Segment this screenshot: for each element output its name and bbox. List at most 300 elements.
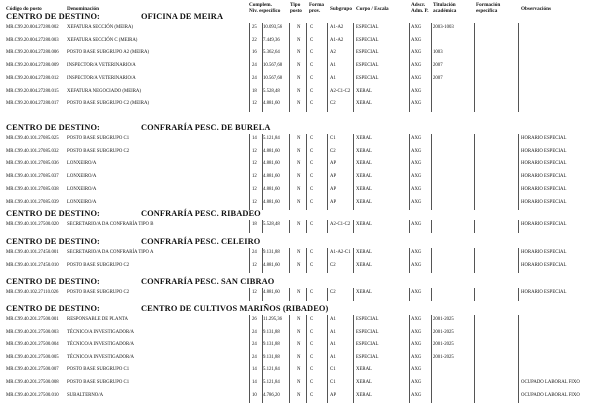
cell-name: XEFATURA SECCIÓN (MEIRA) — [67, 25, 134, 30]
cell-code: MR.C99.40.102.27110.026 — [6, 290, 59, 295]
cell-forma: C — [310, 262, 314, 268]
cell-tipo: N — [297, 88, 301, 94]
cell-titul: 1003 — [433, 50, 443, 56]
table-row — [0, 198, 614, 207]
cell-code: MR.C99.40.101.27085.037 — [6, 174, 59, 180]
cell-corpo: XERAL — [356, 222, 372, 227]
cell-tipo: N — [297, 136, 301, 141]
cell-forma: C — [310, 222, 314, 227]
cell-name: XEFATURA NEGOCIADO (MEIRA) — [67, 88, 141, 94]
cell-corpo: XERAL — [356, 290, 372, 295]
cell-titul: 2003-1003 — [433, 25, 454, 30]
column-rule — [249, 220, 250, 233]
column-rule — [327, 23, 328, 112]
cell-subgrupo: A1-A2 — [330, 37, 344, 43]
cell-nivel: 24 — [252, 354, 257, 360]
column-rule — [327, 315, 328, 403]
cell-nivel: 12 — [252, 186, 257, 192]
center-label: CENTRO DE DESTINO: — [6, 237, 100, 246]
cell-tipo: N — [297, 199, 301, 205]
table-row — [0, 365, 614, 374]
column-rule — [518, 134, 519, 210]
cell-adscr: AXG — [411, 136, 422, 141]
center-label: CENTRO DE DESTINO: — [6, 304, 100, 313]
column-rule — [262, 248, 263, 273]
cell-nivel: 18 — [252, 222, 257, 227]
column-rule — [518, 220, 519, 233]
cell-obs: OCUPADO LABORAL FIXO — [521, 380, 580, 385]
cell-forma: C — [310, 37, 314, 43]
cell-comp: 5.121,84 — [263, 136, 280, 141]
cell-tipo: N — [297, 222, 301, 227]
column-rule — [262, 315, 263, 403]
column-rule — [306, 134, 307, 210]
cell-adscr: AXG — [411, 250, 422, 255]
cell-subgrupo: A1 — [330, 354, 336, 360]
cell-adscr: AXG — [411, 63, 422, 69]
cell-subgrupo: C1 — [330, 380, 336, 385]
cell-comp: 5.121,84 — [263, 367, 280, 373]
column-rule — [431, 315, 432, 403]
cell-corpo: XERAL — [356, 392, 372, 398]
cell-comp: 4.881,60 — [263, 174, 280, 180]
cell-comp: 4.881,60 — [263, 186, 280, 192]
cell-comp: 5.528,48 — [263, 88, 280, 94]
column-rule — [431, 23, 432, 112]
column-rule — [289, 220, 290, 233]
cell-name: LONXEIRO/A — [67, 186, 97, 192]
table-row — [0, 159, 614, 168]
cell-subgrupo: AP — [330, 186, 337, 192]
column-rule — [306, 315, 307, 403]
cell-tipo: N — [297, 250, 301, 255]
cell-forma: C — [310, 88, 314, 94]
column-rule — [327, 288, 328, 301]
header-forma: Forma prov. — [309, 2, 324, 14]
column-rule — [249, 23, 250, 112]
column-rule — [474, 134, 475, 210]
cell-obs: HORARIO ESPECIAL — [521, 161, 567, 167]
cell-code: MR.C99.20.004.27280.003 — [6, 37, 59, 43]
column-rule — [327, 220, 328, 233]
cell-name: POSTO BASE SUBGRUPO C2 — [67, 262, 130, 268]
cell-corpo: XERAL — [356, 250, 372, 255]
cell-forma: C — [310, 380, 314, 385]
cell-corpo: XERAL — [356, 199, 372, 205]
column-rule — [289, 315, 290, 403]
column-rule — [262, 23, 263, 112]
cell-tipo: N — [297, 392, 301, 398]
cell-adscr: AXG — [411, 290, 422, 295]
cell-tipo: N — [297, 354, 301, 360]
table-row — [0, 23, 614, 32]
cell-nivel: 12 — [252, 199, 257, 205]
cell-code: MR.C99.40.101.27450.001 — [6, 250, 59, 255]
cell-subgrupo: A1 — [330, 63, 336, 69]
cell-adscr: AXG — [411, 380, 422, 385]
cell-obs: HORARIO ESPECIAL — [521, 199, 567, 205]
cell-corpo: XERAL — [356, 88, 372, 94]
cell-adscr: AXG — [411, 186, 422, 192]
cell-titul: 2001-2025 — [433, 317, 454, 322]
cell-name: XEFATURA SECCIÓN C (MEIRA) — [67, 37, 138, 43]
header-tipo: Tipo posto — [290, 2, 302, 14]
cell-nivel: 18 — [252, 88, 257, 94]
center-title — [6, 209, 566, 219]
cell-adscr: AXG — [411, 75, 422, 81]
header-observacions: Observacións — [521, 6, 551, 12]
center-name: CONFRARÍA PESC. RIBADEO — [141, 209, 261, 218]
column-rule — [353, 315, 354, 403]
cell-obs: HORARIO ESPECIAL — [521, 290, 567, 295]
cell-name: TÉCNICO/A INVESTIGADOR/A — [67, 342, 135, 348]
cell-forma: C — [310, 63, 314, 69]
cell-nivel: 12 — [252, 101, 257, 107]
cell-nivel: 12 — [252, 174, 257, 180]
header-name: Denominación — [67, 6, 99, 12]
cell-corpo: XERAL — [356, 161, 372, 167]
cell-corpo: ESPECIAL — [356, 25, 379, 30]
cell-name: LONXEIRO/A — [67, 199, 97, 205]
cell-name: POSTO BASE SUBGRUPO C2 — [67, 148, 130, 154]
table-row — [0, 391, 614, 400]
header-formacion: Formación específica — [476, 2, 501, 14]
cell-comp: 4.881,60 — [263, 161, 280, 167]
table-row — [0, 353, 614, 362]
center-title — [6, 12, 566, 22]
cell-forma: C — [310, 317, 314, 322]
cell-code: MR.C99.40.201.27500.005 — [6, 354, 59, 360]
cell-code: MR.C99.40.201.27500.001 — [6, 317, 59, 322]
cell-forma: C — [310, 199, 314, 205]
cell-titul: 2007 — [433, 75, 443, 81]
cell-corpo: ESPECIAL — [356, 342, 379, 348]
cell-subgrupo: A1 — [330, 75, 336, 81]
table-row — [0, 340, 614, 349]
header-code: Código do posto — [6, 6, 42, 12]
column-rule — [518, 248, 519, 273]
center-title — [6, 277, 566, 287]
column-rule — [306, 23, 307, 112]
cell-forma: C — [310, 50, 314, 56]
cell-subgrupo: C2 — [330, 101, 336, 107]
cell-corpo: XERAL — [356, 380, 372, 385]
cell-comp: 4.881,60 — [263, 262, 280, 268]
cell-subgrupo: AP — [330, 392, 337, 398]
table-row — [0, 74, 614, 83]
cell-obs: HORARIO ESPECIAL — [521, 262, 567, 268]
center-label: CENTRO DE DESTINO: — [6, 277, 100, 286]
cell-adscr: AXG — [411, 354, 422, 360]
column-rule — [409, 134, 410, 210]
header-subgrupo: Subgrupo — [330, 6, 352, 12]
cell-obs: HORARIO ESPECIAL — [521, 136, 567, 141]
cell-comp: 10.567,68 — [263, 75, 283, 81]
column-rule — [474, 315, 475, 403]
table-row — [0, 61, 614, 70]
cell-obs: HORARIO ESPECIAL — [521, 174, 567, 180]
cell-nivel: 25 — [252, 25, 257, 30]
cell-corpo: XERAL — [356, 367, 372, 373]
cell-comp: 11.295,36 — [263, 317, 283, 322]
column-rule — [262, 220, 263, 233]
cell-nivel: 22 — [252, 37, 257, 43]
cell-tipo: N — [297, 148, 301, 154]
column-rule — [306, 220, 307, 233]
cell-code: MR.C99.20.004.27280.017 — [6, 101, 59, 107]
cell-nivel: 24 — [252, 63, 257, 69]
cell-nivel: 12 — [252, 290, 257, 295]
table-row — [0, 99, 614, 108]
cell-comp: 9.131,88 — [263, 250, 280, 255]
cell-adscr: AXG — [411, 50, 422, 56]
cell-subgrupo: C2 — [330, 290, 336, 295]
header-adscr: Adscr. Adm. P. — [411, 2, 429, 14]
cell-code: MR.C99.20.004.27280.009 — [6, 63, 59, 69]
cell-tipo: N — [297, 186, 301, 192]
cell-nivel: 26 — [252, 317, 257, 322]
cell-comp: 4.881,60 — [263, 199, 280, 205]
center-title — [6, 123, 566, 133]
cell-subgrupo: C2 — [330, 262, 336, 268]
cell-tipo: N — [297, 367, 301, 373]
column-rule — [409, 23, 410, 112]
center-label: CENTRO DE DESTINO: — [6, 209, 100, 218]
cell-name: TÉCNICO/A INVESTIGADOR/A — [67, 329, 135, 335]
cell-code: MR.C99.40.101.27450.010 — [6, 262, 59, 268]
cell-tipo: N — [297, 37, 301, 43]
table-row — [0, 87, 614, 96]
header-titulacion: Titulación académica — [433, 2, 457, 14]
table-row — [0, 220, 614, 229]
cell-tipo: N — [297, 329, 301, 335]
column-rule — [474, 220, 475, 233]
cell-titul: 2007 — [433, 63, 443, 69]
column-rule — [289, 288, 290, 301]
table-row — [0, 378, 614, 387]
cell-code: MR.C99.20.004.27280.006 — [6, 50, 59, 56]
cell-obs: HORARIO ESPECIAL — [521, 222, 567, 227]
cell-code: MR.C99.20.004.27280.012 — [6, 75, 59, 81]
column-rule — [431, 248, 432, 273]
center-name: CENTRO DE CULTIVOS MARIÑOS (RIBADEO) — [141, 304, 329, 313]
cell-subgrupo: A1 — [330, 342, 336, 348]
cell-corpo: ESPECIAL — [356, 354, 379, 360]
cell-corpo: ESPECIAL — [356, 317, 379, 322]
cell-name: POSTO BASE SUBGRUPO C1 — [67, 367, 130, 373]
header-comp: Complem. Niv. específico — [249, 2, 281, 14]
cell-corpo: ESPECIAL — [356, 63, 379, 69]
cell-nivel: 24 — [252, 342, 257, 348]
column-rule — [518, 23, 519, 112]
column-rule — [289, 248, 290, 273]
cell-comp: 9.131,88 — [263, 329, 280, 335]
cell-code: MR.C99.40.101.27085.036 — [6, 161, 59, 167]
cell-name: POSTO BASE SUBGRUPO C1 — [67, 380, 130, 385]
cell-tipo: N — [297, 75, 301, 81]
table-row — [0, 261, 614, 270]
cell-adscr: AXG — [411, 367, 422, 373]
cell-obs: HORARIO ESPECIAL — [521, 148, 567, 154]
cell-forma: C — [310, 392, 314, 398]
table-row — [0, 288, 614, 297]
cell-nivel: 24 — [252, 75, 257, 81]
cell-tipo: N — [297, 63, 301, 69]
cell-corpo: XERAL — [356, 136, 372, 141]
cell-subgrupo: C1 — [330, 136, 336, 141]
column-rule — [431, 220, 432, 233]
cell-code: MR.C99.40.201.27500.010 — [6, 392, 59, 398]
cell-code: MR.C99.40.201.27500.003 — [6, 329, 59, 335]
cell-obs: HORARIO ESPECIAL — [521, 186, 567, 192]
cell-nivel: 12 — [252, 262, 257, 268]
cell-code: MR.C99.40.201.27500.008 — [6, 380, 59, 385]
column-rule — [262, 134, 263, 210]
cell-forma: C — [310, 101, 314, 107]
cell-name: INSPECTOR/A VETERINARIO/A — [67, 75, 136, 81]
cell-name: POSTO BASE SUBGRUPO C2 — [67, 290, 130, 295]
cell-nivel: 24 — [252, 329, 257, 335]
table-row — [0, 185, 614, 194]
cell-adscr: AXG — [411, 222, 422, 227]
cell-tipo: N — [297, 262, 301, 268]
table-row — [0, 328, 614, 337]
cell-subgrupo: A1 — [330, 329, 336, 335]
cell-subgrupo: A2-C1-C2 — [330, 88, 351, 94]
cell-comp: 4.881,60 — [263, 101, 280, 107]
cell-titul: 2001-2025 — [433, 342, 454, 348]
column-rule — [289, 23, 290, 112]
cell-code: MR.C99.20.004.27280.015 — [6, 88, 59, 94]
cell-tipo: N — [297, 380, 301, 385]
column-rule — [306, 288, 307, 301]
cell-adscr: AXG — [411, 37, 422, 43]
cell-comp: 4.786,20 — [263, 392, 280, 398]
cell-name: RESPONSABLE DE PLANTA — [67, 317, 128, 322]
center-name: OFICINA DE MEIRA — [141, 12, 224, 21]
cell-adscr: AXG — [411, 199, 422, 205]
cell-tipo: N — [297, 317, 301, 322]
cell-subgrupo: A1-A2 — [330, 25, 344, 30]
cell-nivel: 12 — [252, 148, 257, 154]
column-rule — [353, 248, 354, 273]
cell-corpo: XERAL — [356, 148, 372, 154]
column-rule — [518, 288, 519, 301]
cell-forma: C — [310, 161, 314, 167]
cell-nivel: 12 — [252, 161, 257, 167]
cell-obs: HORARIO ESPECIAL — [521, 250, 567, 255]
cell-subgrupo: A1 — [330, 317, 336, 322]
column-rule — [289, 134, 290, 210]
cell-subgrupo: A2-C1-C2 — [330, 222, 351, 227]
column-rule — [474, 23, 475, 112]
center-label: CENTRO DE DESTINO: — [6, 123, 100, 132]
column-rule — [431, 134, 432, 210]
cell-tipo: N — [297, 161, 301, 167]
column-rule — [409, 315, 410, 403]
center-name: CONFRARÍA PESC. CELEIRO — [141, 237, 261, 246]
cell-adscr: AXG — [411, 262, 422, 268]
column-rule — [431, 288, 432, 301]
cell-adscr: AXG — [411, 174, 422, 180]
cell-name: POSTO BASE SUBGRUPO C1 — [67, 136, 130, 141]
cell-name: LONXEIRO/A — [67, 161, 97, 167]
cell-subgrupo: AP — [330, 161, 337, 167]
cell-forma: C — [310, 329, 314, 335]
cell-code: MR.C99.40.201.27500.004 — [6, 342, 59, 348]
cell-adscr: AXG — [411, 317, 422, 322]
column-rule — [409, 220, 410, 233]
cell-corpo: XERAL — [356, 174, 372, 180]
cell-comp: 10.093,56 — [263, 25, 283, 30]
cell-code: MR.C99.40.101.27500.020 — [6, 222, 59, 227]
cell-tipo: N — [297, 101, 301, 107]
cell-comp: 4.881,60 — [263, 290, 280, 295]
cell-name: POSTO BASE SUBGRUPO A2 (MEIRA) — [67, 50, 150, 56]
cell-forma: C — [310, 25, 314, 30]
column-rule — [249, 248, 250, 273]
header-corpo: Corpo / Escala — [356, 6, 389, 12]
cell-forma: C — [310, 174, 314, 180]
center-name: CONFRARÍA PESC. SAN CIBRAO — [141, 277, 275, 286]
cell-forma: C — [310, 354, 314, 360]
cell-name: INSPECTOR/A VETERINARIO/A — [67, 63, 136, 69]
cell-adscr: AXG — [411, 88, 422, 94]
cell-adscr: AXG — [411, 148, 422, 154]
cell-corpo: ESPECIAL — [356, 329, 379, 335]
cell-corpo: ESPECIAL — [356, 37, 379, 43]
cell-forma: C — [310, 186, 314, 192]
cell-titul: 2001-2025 — [433, 329, 454, 335]
cell-corpo: XERAL — [356, 186, 372, 192]
column-rule — [249, 315, 250, 403]
cell-adscr: AXG — [411, 342, 422, 348]
cell-code: MR.C99.20.004.27280.002 — [6, 25, 59, 30]
cell-subgrupo: AP — [330, 174, 337, 180]
cell-name: POSTO BASE SUBGRUPO C2 (MEIRA) — [67, 101, 150, 107]
cell-adscr: AXG — [411, 101, 422, 107]
cell-nivel: 14 — [252, 136, 257, 141]
cell-nivel: 16 — [252, 50, 257, 56]
cell-nivel: 14 — [252, 367, 257, 373]
cell-name: TÉCNICO/A INVESTIGADOR/A — [67, 354, 135, 360]
cell-subgrupo: A1-A2-C1 — [330, 250, 351, 255]
cell-subgrupo: A2 — [330, 50, 336, 56]
cell-name: SECRETARIO/A DA CONFRARÍA TIPO A — [67, 250, 154, 255]
table-row — [0, 172, 614, 181]
column-rule — [353, 134, 354, 210]
cell-code: MR.C99.40.101.27085.038 — [6, 186, 59, 192]
cell-adscr: AXG — [411, 25, 422, 30]
cell-corpo: XERAL — [356, 262, 372, 268]
cell-subgrupo: C1 — [330, 367, 336, 373]
column-rule — [409, 248, 410, 273]
column-rule — [474, 288, 475, 301]
table-row — [0, 147, 614, 156]
table-row — [0, 134, 614, 143]
cell-code: MR.C99.40.101.27085.039 — [6, 199, 59, 205]
cell-nivel: 14 — [252, 380, 257, 385]
cell-comp: 5.528,48 — [263, 222, 280, 227]
cell-comp: 5.362,64 — [263, 50, 280, 56]
cell-forma: C — [310, 75, 314, 81]
cell-tipo: N — [297, 342, 301, 348]
table-row — [0, 248, 614, 257]
center-title — [6, 237, 566, 247]
cell-corpo: ESPECIAL — [356, 50, 379, 56]
column-rule — [306, 248, 307, 273]
center-title — [6, 304, 566, 314]
